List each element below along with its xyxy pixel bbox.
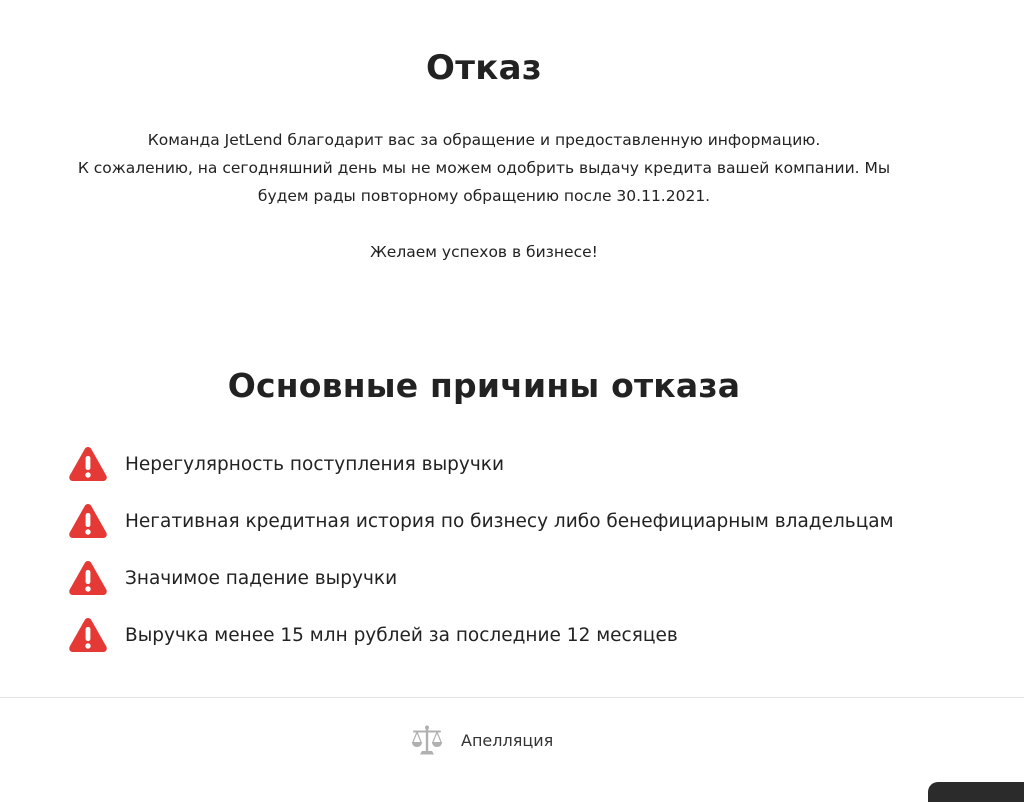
spacer: [40, 210, 928, 238]
reason-text: Выручка менее 15 млн рублей за последние 12 месяцев: [125, 624, 678, 646]
message-line: К сожалению, на сегодняшний день мы не можем одобрить выдачу кредита вашей компании. Мы: [77, 159, 891, 177]
message-line: Команда JetLend благодарит вас за обращение и предоставленную информацию.: [147, 131, 821, 149]
warning-triangle-icon: [68, 501, 108, 541]
reason-item: [68, 501, 968, 541]
appeal-button[interactable]: [410, 722, 553, 758]
reason-item: [68, 444, 968, 484]
rejection-message: [40, 126, 928, 266]
page-title: Отказ: [426, 48, 542, 88]
warning-triangle-icon: [68, 444, 108, 484]
message-line: будем рады повторному обращению после 30.11.2021.: [257, 187, 711, 205]
warning-triangle-icon: [68, 558, 108, 598]
reason-text: Негативная кредитная история по бизнесу либо бенефициарным владельцам: [125, 510, 894, 532]
reasons-title: Основные причины отказа: [227, 366, 741, 405]
scales-icon: [410, 723, 444, 757]
reason-text: Значимое падение выручки: [125, 567, 398, 589]
reason-item: [68, 615, 968, 655]
warning-triangle-icon: [68, 615, 108, 655]
footer-divider: [0, 697, 1024, 698]
wish-text: Желаем успехов в бизнесе!: [370, 243, 598, 261]
appeal-label: Апелляция: [461, 730, 554, 750]
reason-item: [68, 558, 968, 598]
chat-widget-tab[interactable]: [928, 782, 1024, 802]
reasons-list: [68, 444, 968, 672]
reason-text: Нерегулярность поступления выручки: [125, 453, 504, 475]
